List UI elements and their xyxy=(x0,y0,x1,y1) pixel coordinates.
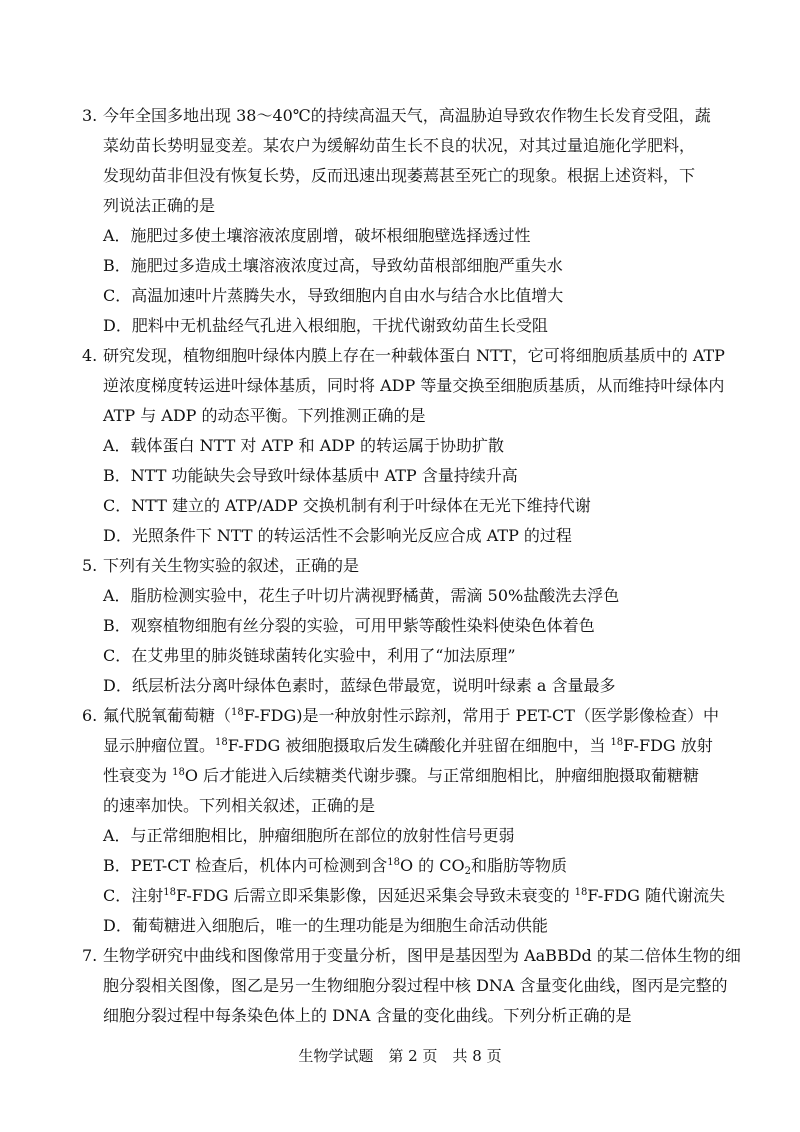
q4-option-c: C．NTT 建立的 ATP/ADP 交换机制有利于叶绿体在无光下维持代谢 xyxy=(103,496,591,515)
q6-option-c: C．注射$^{18}$F-FDG 后需立即采集影像，因延迟采集会导致未衰变的 $^{18}$F-FDG 随代谢流失 xyxy=(103,886,725,905)
q3-option-b: B．施肥过多造成土壤溶液浓度过高，导致幼苗根部细胞严重失水 xyxy=(103,256,563,275)
q6-stem-line-1: 6. 氟代脱氧葡萄糖（$^{18}$F-FDG)是一种放射性示踪剂，常用于 PET-CT（医学影像检查）中 xyxy=(82,706,719,725)
q4-option-a: A．载体蛋白 NTT 对 ATP 和 ADP 的转运属于协助扩散 xyxy=(103,436,504,455)
q7-number: 7. xyxy=(82,946,98,965)
q6-number: 6. xyxy=(82,706,98,725)
q3-option-c: C．高温加速叶片蒸腾失水，导致细胞内自由水与结合水比值增大 xyxy=(103,286,564,305)
q4-stem-line-2: 逆浓度梯度转运进叶绿体基质，同时将 ADP 等量交换至细胞质基质，从而维持叶绿体内 xyxy=(103,376,725,395)
q6-stem-line-3: 性衰变为 $^{18}$O 后才能进入后续糖类代谢步骤。与正常细胞相比，肿瘤细胞摄取葡糖糖 xyxy=(103,766,700,785)
page-footer: 生物学试题 第 2 页 共 8 页 xyxy=(298,1047,502,1065)
q4-option-d: D．光照条件下 NTT 的转运活性不会影响光反应合成 ATP 的过程 xyxy=(103,526,572,545)
q6-option-b: B．PET-CT 检查后，机体内可检测到含$^{18}$O 的 $CO_2$和脂肪等物质 xyxy=(103,856,568,877)
q5-option-a: A．脂肪检测实验中，花生子叶切片满视野橘黄，需滴 50%盐酸洗去浮色 xyxy=(103,586,620,605)
q3-stem-line-2: 菜幼苗长势明显变差。某农户为缓解幼苗生长不良的状况，对其过量追施化学肥料， xyxy=(103,136,696,155)
q3-stem-line-1: 3. 今年全国多地出现 38～40℃的持续高温天气，高温胁迫导致农作物生长发育受阻，蔬 xyxy=(82,106,711,125)
q6-stem-line-2: 显示肿瘤位置。$^{18}$F-FDG 被细胞摄取后发生磷酸化并驻留在细胞中，当 $^{18}$F-FDG 放射 xyxy=(103,736,713,755)
q5-stem-line-1: 5. 下列有关生物实验的叙述，正确的是 xyxy=(82,556,360,575)
q7-stem-line-3: 细胞分裂过程中每条染色体上的 DNA 含量的变化曲线。下列分析正确的是 xyxy=(103,1006,632,1025)
q4-stem-line-3: ATP 与 ADP 的动态平衡。下列推测正确的是 xyxy=(103,406,426,425)
q6-stem-line-4: 的速率加快。下列相关叙述，正确的是 xyxy=(103,796,376,815)
q3-stem-line-4: 列说法正确的是 xyxy=(103,196,216,215)
q4-number: 4. xyxy=(82,346,98,365)
q6-option-d: D．葡萄糖进入细胞后，唯一的生理功能是为细胞生命活动供能 xyxy=(103,916,548,935)
q5-option-b: B．观察植物细胞有丝分裂的实验，可用甲紫等酸性染料使染色体着色 xyxy=(103,616,595,635)
q4-option-b: B．NTT 功能缺失会导致叶绿体基质中 ATP 含量持续升高 xyxy=(103,466,518,485)
q3-number: 3. xyxy=(82,106,98,125)
q5-number: 5. xyxy=(82,556,98,575)
q7-stem-line-2: 胞分裂相关图像，图乙是另一生物细胞分裂过程中核 DNA 含量变化曲线，图丙是完整的 xyxy=(103,976,728,995)
q5-option-d: D．纸层析法分离叶绿体色素时，蓝绿色带最宽，说明叶绿素 a 含量最多 xyxy=(103,676,616,695)
q6-option-a: A．与正常细胞相比，肿瘤细胞所在部位的放射性信号更弱 xyxy=(103,826,515,845)
q5-option-c: C．在艾弗里的肺炎链球菌转化实验中，利用了“加法原理” xyxy=(103,646,516,665)
q7-stem-line-1: 7. 生物学研究中曲线和图像常用于变量分析，图甲是基因型为 AaBBDd 的某二倍体生物的细 xyxy=(82,946,741,965)
q3-option-a: A．施肥过多使土壤溶液浓度剧增，破坏根细胞壁选择透过性 xyxy=(103,226,531,245)
q3-stem-line-3: 发现幼苗非但没有恢复长势，反而迅速出现萎蔫甚至死亡的现象。根据上述资料，下 xyxy=(103,166,696,185)
q3-option-d: D．肥料中无机盐经气孔进入根细胞，干扰代谢致幼苗生长受阻 xyxy=(103,316,548,335)
q4-stem-line-1: 4. 研究发现，植物细胞叶绿体内膜上存在一种载体蛋白 NTT，它可将细胞质基质中的 ATP xyxy=(82,346,725,365)
